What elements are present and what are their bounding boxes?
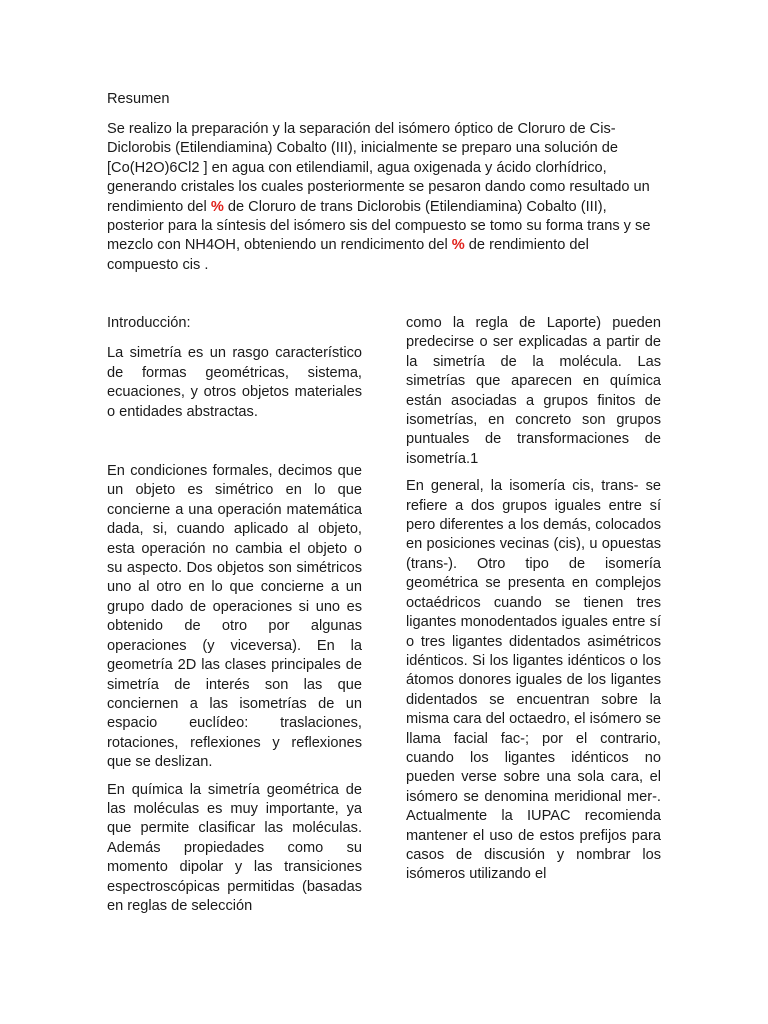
intro-paragraph-5: En general, la isomería cis, trans- se refiere a dos grupos iguales entre sí pero diferentes a los demás, colocados en posiciones vecinas (cis), u opuestas (trans-). Otro tipo de isomería geométrica se presenta en complejos octaédricos cuando se tienen tres ligantes monodentados iguales entre sí o tres ligantes didentados asimétricos idénticos. Si los ligantes idénticos o los átomos donores iguales de los ligantes didentados se encuentran sobre la misma cara del octaedro, el isómero se llama facial fac-; por el contrario, cuando los ligantes idénticos no pueden verse sobre una sola cara, el isómero se denomina meridional mer-. Actualmente la IUPAC recomienda mantener el uso de estos prefijos para casos de discusión y nombrar los isómeros utilizando el	[406, 478, 661, 883]
percent-placeholder-1: %	[210, 198, 224, 215]
abstract-heading: Resumen	[107, 91, 170, 107]
percent-placeholder-2: %	[451, 237, 465, 254]
left-column	[107, 314, 362, 924]
abstract-text-part2: de Cloruro de trans Diclorobis (Etilendiamina) Cobalto (III), posterior para la síntesis del isómero sis del compuesto se tomo su forma trans y se mezclo con NH4OH, obteniendo un rendicimento del	[107, 198, 651, 254]
abstract-paragraph	[107, 120, 652, 275]
introduction-heading: Introducción:	[107, 315, 191, 331]
intro-paragraph-1: La simetría es un rasgo característico de formas geométricas, sistema, ecuaciones, y otros objetos materiales o entidades abstractas.	[107, 345, 362, 420]
intro-paragraph-2: En condiciones formales, decimos que un objeto es simétrico en lo que concierne a una operación matemática dada, si, cuando aplicado al objeto, esta operación no cambia el objeto o su aspecto. Dos objetos son simétricos uno al otro en lo que concierne a un grupo dado de operaciones si uno es obtenido de otro por algunas operaciones (y viceversa). En la geometría 2D las clases principales de simetría de interés son las que conciernen a las isometrías de un espacio euclídeo: traslaciones, rotaciones, reflexiones y reflexiones que se deslizan.	[107, 463, 362, 771]
abstract-text-part3: de rendimiento del compuesto cis .	[107, 237, 589, 273]
intro-paragraph-4: como la regla de Laporte) pueden predecirse o ser explicadas a partir de la simetría de la molécula. Las simetrías que aparecen en química están asociadas a grupos finitos de isometrías, en concreto son grupos puntuales de transformaciones de isometría.1	[406, 315, 661, 467]
intro-paragraph-3: En química la simetría geométrica de las moléculas es muy importante, ya que permite clasificar las moléculas. Además propiedades como su momento dipolar y las transiciones espectroscópicas permitidas (basadas en reglas de selección	[107, 781, 362, 914]
abstract-text-part1: Se realizo la preparación y la separación del isómero óptico de Cloruro de Cis-Diclorobis (Etilendiamina) Cobalto (III), inicialmente se preparo una solución de [Co(H2O)6Cl2 ] en agua con etilendiamil, agua oxigenada y ácido clorhídrico, generando cristales los cuales posteriormente se pesaron dando como resultado un rendimiento del	[107, 121, 650, 215]
right-column	[406, 314, 661, 893]
